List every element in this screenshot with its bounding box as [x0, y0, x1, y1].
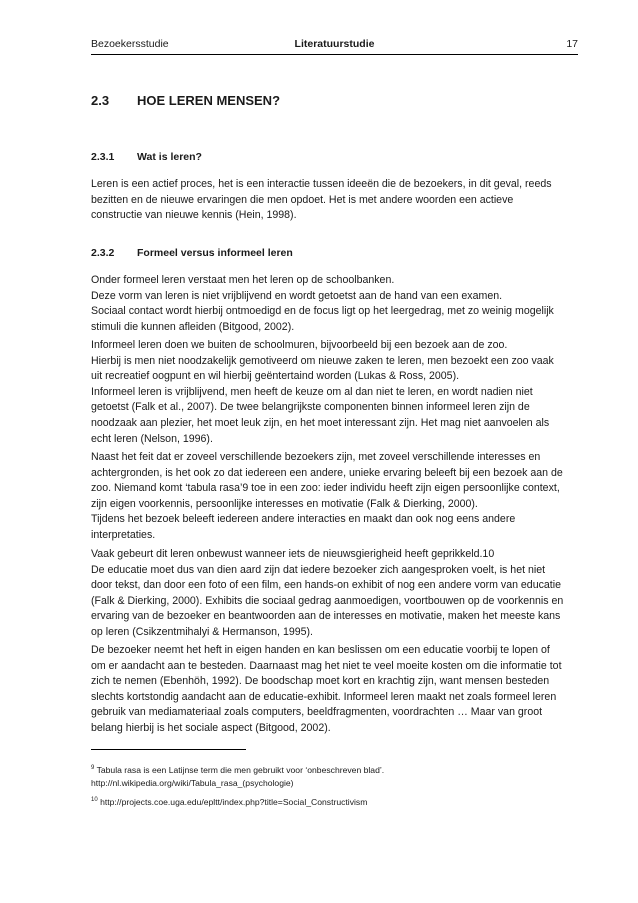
- footnote-link[interactable]: http://projects.coe.uga.edu/epltt/index.php?title=Social_Constructivism: [100, 796, 368, 807]
- text-line: uit recreatief oogpunt en wil hierbij geëntertaind worden (Lukas & Ross, 2005).: [91, 370, 460, 383]
- paragraph: [91, 273, 581, 335]
- page-header: [91, 36, 578, 55]
- text-line: Sociaal contact wordt hierbij ontmoedigd en de focus ligt op het leergedrag, met zo weinig mogelijk: [91, 305, 554, 318]
- text-line: slechts kortstondig aandacht aan de educatie-exhibit. Informeel leren maakt net zoals formeel leren: [91, 690, 557, 703]
- subsection-heading: [91, 151, 202, 163]
- text-line: Onder formeel leren verstaat men het leren op de schoolbanken.: [91, 274, 395, 286]
- text-line: noodzaak aan plezier, het moet leuk zijn, en het moet interessant zijn. Het mag niet aanvoelen als: [91, 416, 550, 429]
- text-line: constructie van nieuwe kennis (Hein, 1998).: [91, 209, 297, 222]
- paragraph: [91, 338, 581, 447]
- footnote-number: 10: [91, 797, 98, 803]
- text-line: echt leren (Nelson, 1996).: [91, 432, 213, 445]
- footnote: [91, 794, 571, 809]
- text-line: gebruik van mediamateriaal zoals computers, beeldfragmenten, voordrachten … Maar van groot: [91, 706, 543, 719]
- subsection-number: 2.3.1: [91, 151, 115, 163]
- subsection-title: Formeel versus informeel leren: [137, 247, 293, 259]
- section-number: 2.3: [91, 93, 110, 108]
- subsection-title: Wat is leren?: [137, 151, 202, 163]
- footnote: [91, 762, 571, 790]
- subsection-heading: [91, 247, 293, 259]
- text-line: De educatie moet dus van dien aard zijn dat iedere bezoeker zich aangesproken voelt, is het niet: [91, 563, 546, 576]
- paragraph: [91, 450, 581, 544]
- paragraph: [91, 643, 581, 737]
- paragraph: [91, 547, 581, 641]
- text-line: belang hierbij is het sociale aspect (Bitgood, 2002).: [91, 721, 331, 734]
- text-line: Naast het feit dat er zoveel verschillende bezoekers zijn, met zoveel verschillende interesses en: [91, 451, 541, 463]
- section-heading: [91, 93, 280, 108]
- footnote-text: Tabula rasa is een Latijnse term die men gebruikt voor ‘onbeschreven blad’.: [96, 764, 385, 775]
- text-line: zijn eigen voorkennis, persoonlijke interesses en motivatie (Falk & Dierking, 2000).: [91, 497, 478, 510]
- text-line: stimuli die kunnen afleiden (Bitgood, 2002).: [91, 320, 295, 333]
- subsection-number: 2.3.2: [91, 247, 115, 259]
- text-line: Leren is een actief proces, het is een interactie tussen ideeën die de bezoekers, in dit geval, reeds: [91, 178, 552, 190]
- footnote-separator: [91, 749, 246, 750]
- text-line: Informeel leren is vrijblijvend, men heeft de keuze om al dan niet te leren, en wordt nadien niet: [91, 385, 533, 398]
- text-line: bezitten en de nieuwe ervaringen die men opdoet. Het is met andere woorden een actieve: [91, 193, 514, 206]
- text-line: zoo. Niemand komt ‘tabula rasa’9 toe in een zoo: ieder individu heeft zijn eigen persoonlijke context,: [91, 482, 560, 495]
- text-line: interpretaties.: [91, 528, 156, 541]
- text-line: Informeel leren doen we buiten de schoolmuren, bijvoorbeeld bij een bezoek aan de zoo.: [91, 339, 508, 351]
- text-line: Tijdens het bezoek beleeft iedereen andere interacties en maakt dan ook nog eens andere: [91, 513, 516, 526]
- text-line: De bezoeker neemt het heft in eigen handen en kan beslissen om een educatie voorbij te lopen of: [91, 644, 550, 656]
- text-line: Vaak gebeurt dit leren onbewust wanneer iets de nieuwsgierigheid heeft geprikkeld.10: [91, 548, 495, 560]
- text-line: Deze vorm van leren is niet vrijblijvend en wordt getoetst aan de hand van een examen.: [91, 289, 503, 302]
- text-line: op leren (Csikzentmihalyi & Hermanson, 1995).: [91, 625, 313, 638]
- section-title: HOE LEREN MENSEN?: [137, 93, 281, 108]
- text-line: zich te nemen (Ebenhöh, 1992). De boodschap moet kort en krachtig zijn, want mensen besteden: [91, 675, 550, 688]
- header-title: Literatuurstudie: [294, 38, 375, 50]
- page-number: 17: [566, 38, 578, 50]
- footnote-link[interactable]: http://nl.wikipedia.org/wiki/Tabula_rasa_(psychologie): [91, 777, 294, 788]
- text-line: door tekst, dan door een foto of een film, een hands-on exhibit of nog een andere vorm van educatie: [91, 579, 561, 592]
- text-line: Hierbij is men niet noodzakelijk gemotiveerd om nieuwe zaken te leren, men bezoekt een zoo vaak: [91, 354, 554, 367]
- text-line: achtergronden, is het ook zo dat iedereen een andere, unieke ervaring beleeft bij een bezoek aan de: [91, 466, 563, 479]
- footnote-number: 9: [91, 765, 95, 771]
- paragraph: [91, 177, 581, 224]
- header-left: Bezoekersstudie: [91, 38, 169, 50]
- text-line: om er aandacht aan te besteden. Daarnaast mag het niet te veel moeite kosten om die informatie tot: [91, 659, 562, 672]
- text-line: getoetst (Falk et al., 2007). De twee belangrijkste componenten binnen informeel leren zijn de: [91, 401, 530, 414]
- text-line: (Falk & Dierking, 2000). Exhibits die sociaal gedrag aanmoedigen, voortbouwen op de voorkennis en: [91, 594, 564, 607]
- text-line: ervaring van de bezoeker en beantwoorden aan de interesses en motivatie, maken het meeste kans: [91, 610, 561, 623]
